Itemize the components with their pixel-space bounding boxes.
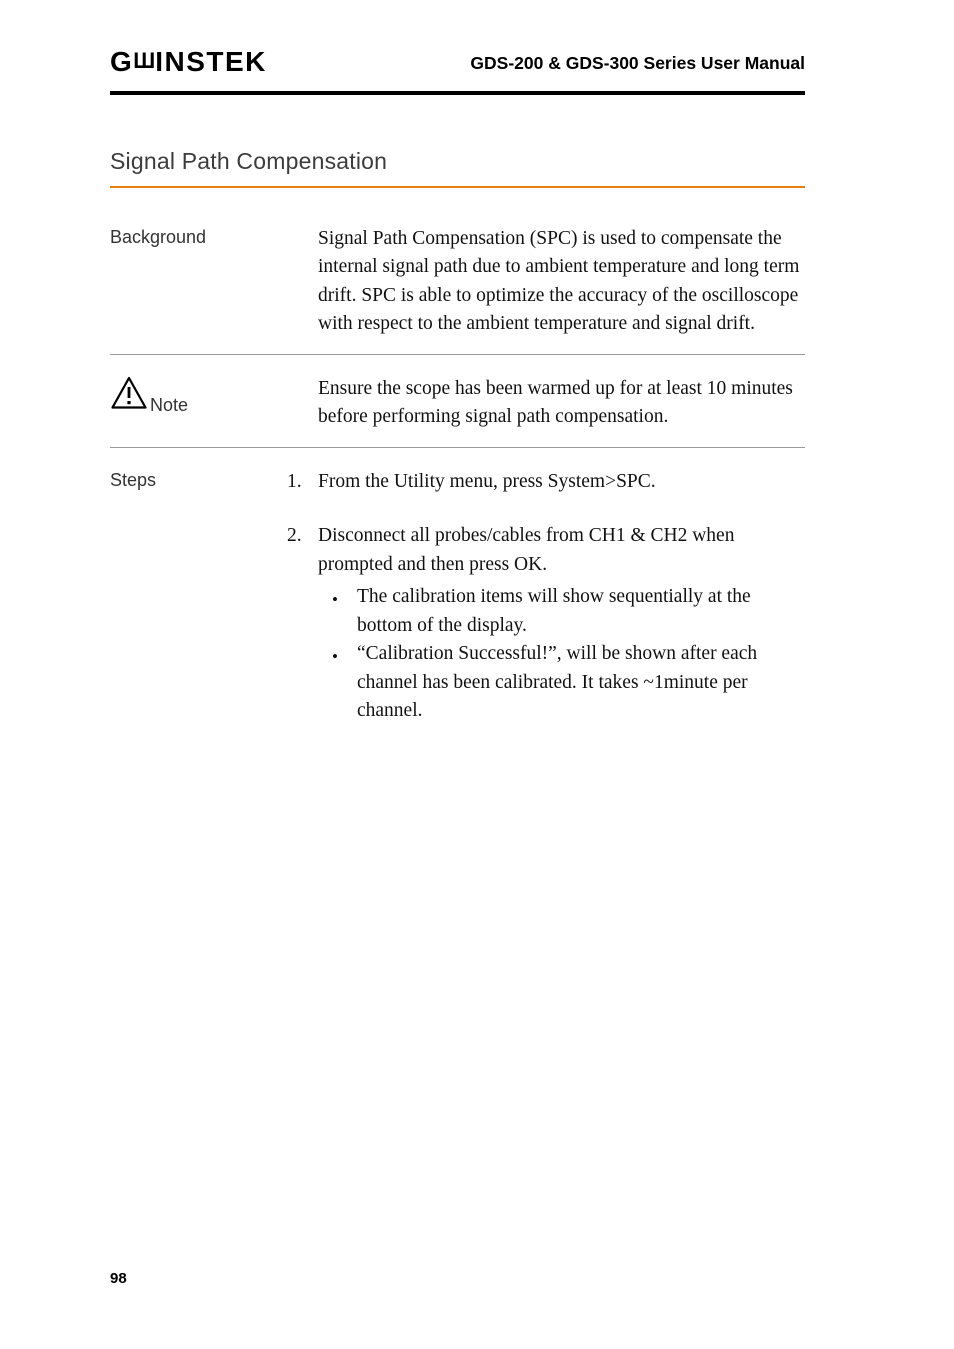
gw-instek-logo — [110, 48, 267, 76]
step-number: 2. — [287, 525, 302, 547]
background-text: Signal Path Compensation (SPC) is used to compensate the internal signal path due to ambient temperature and long term drift. SPC is able to optimize the accuracy of the oscilloscope with respect to the ambient temperature and signal drift. — [318, 228, 800, 335]
step-body — [318, 522, 805, 725]
manual-title: GDS-200 & GDS-300 Series User Manual — [470, 53, 805, 73]
step-item-1 — [287, 468, 805, 496]
steps-label: Steps — [110, 469, 157, 490]
steps-section — [110, 468, 805, 726]
warning-triangle-icon — [110, 375, 148, 416]
background-section — [110, 225, 805, 339]
bullet-list — [318, 583, 805, 725]
bullet-text: “Calibration Successful!”, will be shown after each channel has been calibrated. It takes ~1minute per channel. — [357, 643, 758, 722]
logo-instek-text: INSTEK — [155, 46, 267, 77]
bullet-item — [318, 583, 805, 640]
bullet-item — [318, 640, 805, 725]
note-text: Ensure the scope has been warmed up for at least 10 minutes before performing signal path compensation. — [318, 377, 793, 428]
note-section — [110, 375, 805, 432]
logo-letter-g: G — [110, 46, 134, 77]
header-rule — [110, 91, 805, 95]
logo-w-glyph-icon: Ш — [133, 48, 156, 73]
page-number: 98 — [110, 1270, 127, 1287]
note-label-cell — [110, 375, 318, 416]
page-header — [110, 48, 805, 76]
step-text: From the Utility menu, press System>SPC. — [318, 470, 656, 492]
section-divider — [110, 354, 805, 355]
section-title: Signal Path Compensation — [110, 148, 388, 174]
step-number: 1. — [287, 470, 302, 492]
background-label: Background — [110, 227, 207, 247]
bullet-icon: • — [332, 647, 338, 667]
title-rule — [110, 186, 805, 188]
step-text: Disconnect all probes/cables from CH1 & CH2 when prompted and then press OK. — [318, 525, 735, 575]
section-divider — [110, 447, 805, 448]
note-label: Note — [150, 394, 189, 415]
steps-list — [287, 468, 805, 726]
page-content — [110, 148, 805, 726]
bullet-icon: • — [332, 590, 338, 610]
bullet-text: The calibration items will show sequentially at the bottom of the display. — [357, 586, 751, 636]
step-item-2 — [287, 522, 805, 725]
